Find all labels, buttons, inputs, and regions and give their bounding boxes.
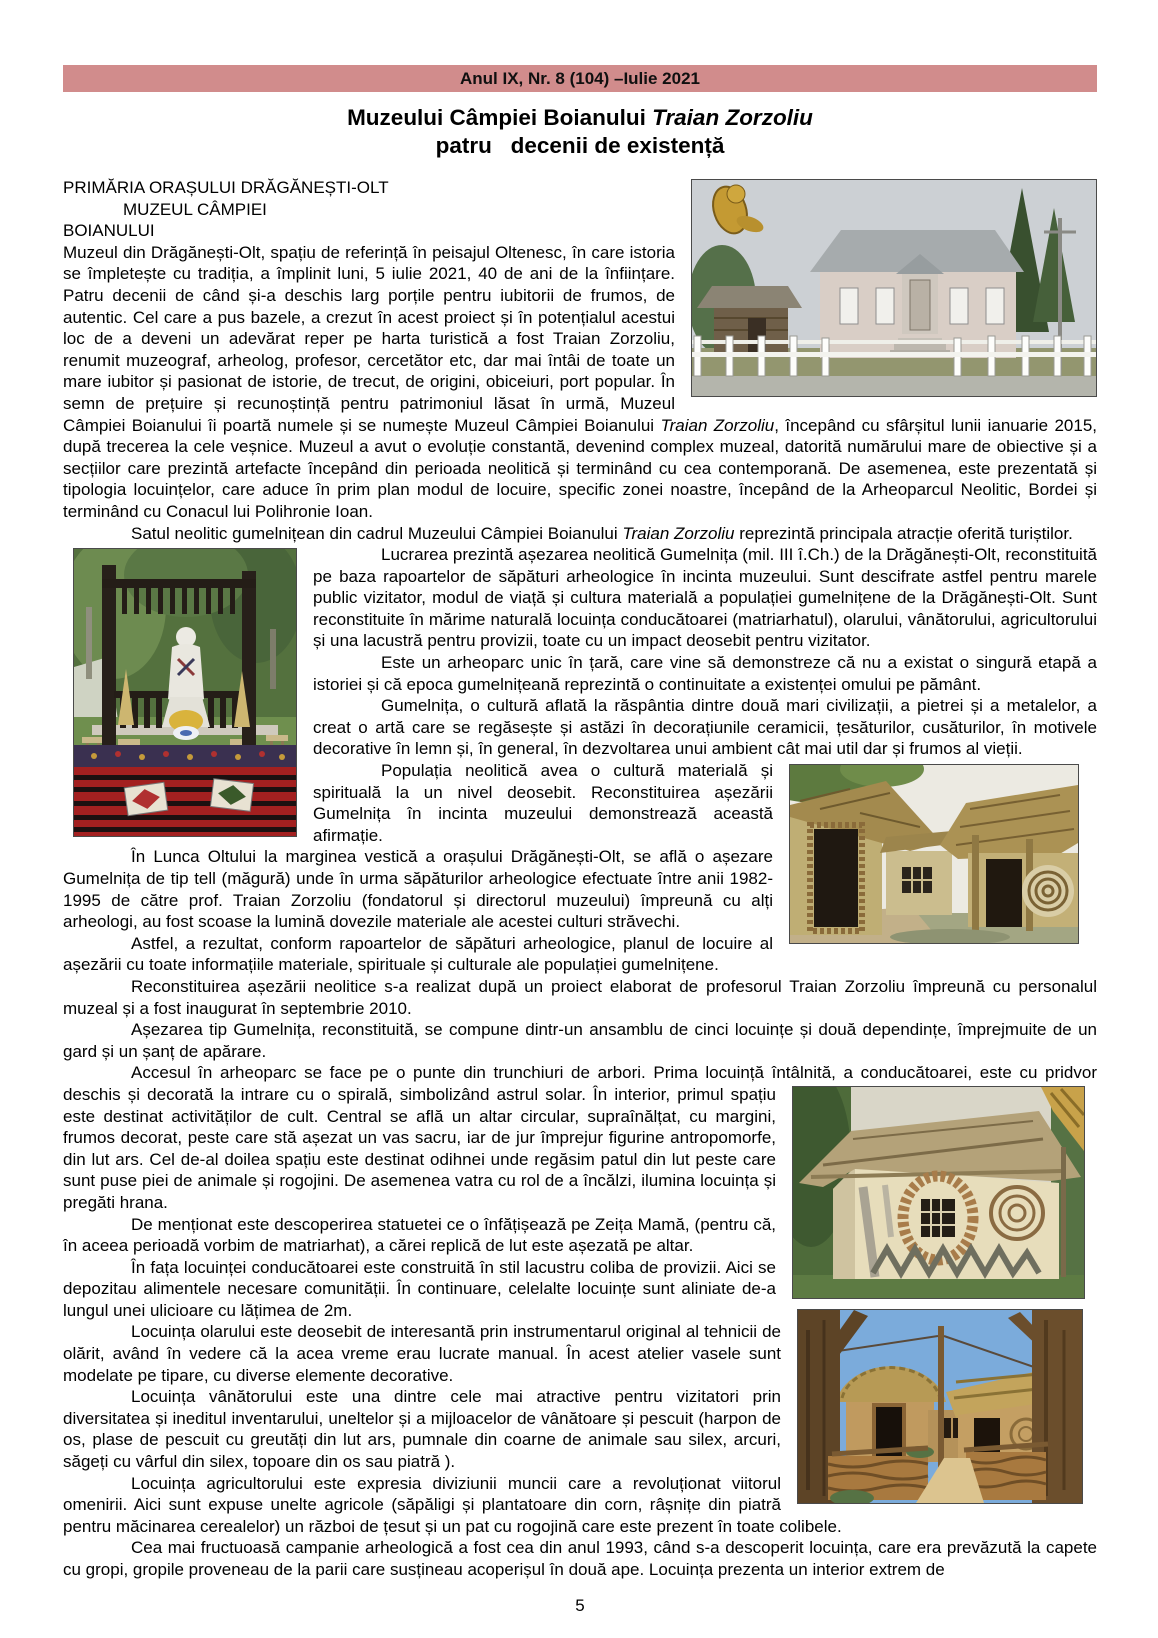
paragraph-15: Locuința vânătorului este una dintre cele mai atractive pentru vizitatori prin diversitatea și ineditul inventarului, uneltelor și a mijloacelor de vânătoare și pescuit (harpon de os, plase de pescuit cu greutăți din lut ars, pumnale din coarne de animale sau silex, arcuri, săgeți cu vârful din silex, topoare din os sau piatră ).: [63, 1387, 781, 1472]
paragraph-12: De menționat este descoperirea statuetei ce o înfățișează pe Zeița Mamă, (pentru că, în aceea perioadă vorbim de matriarhat), a cărei replică de lut este așezată pe altar.: [63, 1214, 776, 1256]
neolithic-huts-photo: [789, 764, 1079, 944]
huts-photo-graphic: [790, 765, 1078, 943]
museum-photo-title-1: MUZEUL CÂMPIEI: [123, 199, 267, 219]
decorated-house-photo: [792, 1086, 1085, 1299]
paragraph-2: Satul neolitic gumelnițean din cadrul Muzeului Câmpiei Boianului Traian Zorzoliu reprezintă principala atracție oferită turiștilor.: [63, 523, 1097, 545]
village-reconstruction-photo: [797, 1309, 1083, 1504]
paragraph-13: În fața locuinței conducătoarei este construită în stil lacustru coliba de provizii. Aici se depozitau alimentele necesare comunității. În continuare, celelalte locuințe sunt aliniate de-a lungul unei ulicioare cu lățimea de 2m.: [63, 1257, 776, 1320]
museum-building-photo: [691, 179, 1097, 397]
title-line2: patru decenii de existență: [435, 133, 725, 158]
paragraph-14: Locuința olarului este deosebit de interesantă prin instrumentarul original al tehnicii de olărit, având în vedere că la acea vreme erau lucrate manual. În acest atelier vasele sunt modelate pe tipare, cu diverse elemente decorative.: [63, 1322, 781, 1385]
paragraph-9: Reconstituirea așezării neolitice s-a realizat după un proiect elaborat de profesorul Traian Zorzoliu împreună cu personalul muzeal și a fost inaugurat în septembrie 2010.: [63, 976, 1097, 1018]
garden-monument-photo: [73, 548, 297, 837]
paragraph-3: Lucrarea prezintă așezarea neolitică Gumelnița (mil. III î.Ch.) de la Drăgănești-Olt, reconstituită pe baza rapoartelor de săpături arheologice în incinta muzeului. Sunt descifrate astfel pentru marele public vizitator, modul de viață și cultura materială a populației gumelnițene de la Drăgănești-Olt. Sunt reconstituite în mărime naturală locuința conducătoarei (matriarhatul), olarului, vânătorului, agricultorului și una lacustră pentru provizii, toate cu un impact deosebit pentru vizitator.: [313, 545, 1097, 651]
museum-photo-title-2: BOIANULUI: [63, 221, 155, 241]
paragraph-17: Cea mai fructuoasă campanie arheologică a fost cea din anul 1993, când s-a descoperit locuința, care era prevăzută la capete cu gropi, gropile proveneau de la parii care susțineau acoperișul în două ape. Locuința prezenta un interior extrem de: [63, 1538, 1097, 1579]
paragraph-7: În Lunca Oltului la marginea vestică a orașului Drăgănești-Olt, se află o așezare Gumelnița de tip tell (măgură) unde în urma săpăturilor arheologice efectuate între anii 1982-1995 de către prof. Traian Zorzoliu (fondatorul și directorul muzeului) împreună cu alți arheologi, au fost scoase la lumină dovezile materiale ale acestei culturi străvechi.: [63, 847, 773, 932]
museum-photo-overline: PRIMĂRIA ORAȘULUI DRĂGĂNEȘTI-OLT: [63, 178, 389, 197]
title-line1-italic: Traian Zorzoliu: [652, 105, 813, 130]
paragraph-6: Populația neolitică avea o cultură materială și spirituală la un nivel deosebit. Reconstituirea așezării Gumelnița în incinta muzeului demonstrează această afirmație.: [63, 760, 1097, 846]
garden-photo-graphic: [74, 549, 296, 836]
page-number: 5: [575, 1595, 585, 1615]
decorated-house-graphic: [793, 1087, 1084, 1298]
paragraph-8: Astfel, a rezultat, conform rapoartelor de săpături arheologice, planul de locuire al așezării cu toate informațiile materiale, spirituale și culturale ale populației gumelnițene.: [63, 933, 773, 975]
paragraph-5: Gumelnița, o cultură aflată la răspântia dintre două mari civilizații, a pietrei și a metalelor, a creat o artă care se regăsește și astăzi în decorațiunile ceramicii, țesăturilor, cusăturilor, în motivele decorative în lemn și, în general, în dezvoltarea unui ambient cât mai util dar și frumos al vieții.: [313, 696, 1097, 759]
paragraph-4: Este un arheoparc unic în țară, care vine să demonstreze că nu a existat o singură etapă a istoriei și că epoca gumelnițeană reprezintă o continuitate a existenței omului pe pământ.: [313, 653, 1097, 694]
issue-line: Anul IX, Nr. 8 (104) –Iulie 2021: [460, 69, 700, 88]
paragraph-16: Locuința agricultorului este expresia diviziunii muncii care a revoluționat viitorul omenirii. Aici sunt expuse unelte agricole (săpăligi și plantatoare din corn, râșnițe din piatră pentru măcinarea cerealelor) un război de țesut și un pat cu rogojină care este prezent în toate colibele.: [63, 1473, 842, 1536]
paragraph-10: Așezarea tip Gumelnița, reconstituită, se compune dintr-un ansamblu de cinci locuințe și două dependințe, împrejmuite de un gard și un șanț de apărare.: [63, 1020, 1097, 1061]
title-line1: Muzeului Câmpiei Boianului Traian Zorzoliu: [347, 105, 813, 130]
paragraph-11: Accesul în arheoparc se face pe o punte din trunchiuri de arbori. Prima locuință întâlnită, a conducătoarei, este cu pridvor deschis și decorată la intrare cu o spirală, simbolizând astrul solar. În interior, primul spațiu este destinat activităților de cult. Central se află un altar circular, supraînălțat, cu margini, frumos decorat, peste care stă așezat un vas sacru, iar de jur împrejur figurine antropomorfe, din lut ars. Cel de-al doilea spațiu este destinat odihnei unde regăsim patul din lut peste care sunt puse piei de animale și rogojini. De asemenea vatra cu rol de a încălzi, ilumina locuința și pregăti hrana.: [63, 1062, 1097, 1213]
museum-photo-graphic: [692, 180, 1096, 396]
issue-banner: [63, 65, 1097, 92]
article-title: [63, 104, 1097, 160]
article-body: PRIMĂRIA ORAȘULUI DRĂGĂNEȘTI-OLT MUZEUL CÂMPIEI BOIANULUI Muzeul din Drăgănești-Olt, spațiu de referință în peisajul Oltenesc, în care istoria se împletește cu tradiția, a împlinit luni, 5 iulie 2021, 40 de ani de la înființare. Patru decenii de când și-a deschis larg porțile pentru iubitorii de frumos, de autentic. Cel care a pus bazele, a crezut în acest proiect și în potențialul acestui loc de a deveni un adevărat reper pe harta turistică a fost Traian Zorzoliu, renumit muzeograf, arheolog, profesor, cercetător etc, dar mai întâi de toate un mare iubitor și pasionat de istorie, de trecut, de origini, obiceiuri, port popular. În semn de prețuire și recunoștință pentru patrimoniul lăsat în urmă, Muzeul Câmpiei Boianului îi poartă numele și se numește Muzeul Câmpiei Boianului Traian Zorzoliu, începând cu sfârșitul lunii ianuarie 2015, după trecerea la cele veșnice. Muzeul a avut o evoluție constantă, devenind complex muzeal, datorită numărului mare de obiective și a secțiilor care prezintă artefacte începând din perioada neolitică și terminând cu cea contemporană. De asemenea, este prezentată și tipologia locuințelor, care aduce în prim plan modul de locuire, specific zonei noastre, începând de la Arheoparcul Neolitic, Bordei și terminând cu Conacul lui Polihronie Ioan. Satul neolitic gumelnițean din cadrul Muzeului Câmpiei Boianului Traian Zorzoliu reprezintă principala atracție oferită turiștilor. Lucrarea prezintă așezarea neolitică Gumelnița (mil. III î.Ch.) de la Drăgănești-Olt, reconstituită pe baza rapoartelor de săpături arheologice în incinta muzeului. Sunt descifrate astfel pentru marele public vizitator, modul de viață și cultura materială a populației gumelnițene de la Drăgănești-Olt. Sunt reconstituite în mărime naturală locuința conducătoarei (matriarhatul), olarului, vânătorului, agricultorului și una lacustră pentru provizii, toate cu un impact deosebit pentru vizitator. Este un arheoparc unic în țară, care vine să demonstreze că nu a existat o singură etapă a istoriei și că epoca gumelnițeană reprezintă o continuitate a existenței omului pe pământ. Gumelnița, o cultură aflată la răspântia dintre două mari civilizații, a pietrei și a metalelor, a creat o artă care se regăsește și astăzi în decorațiunile ceramicii, țesăturilor, cusăturilor, în motivele decorative în lemn și, în general, în dezvoltarea unui ambient cât mai util dar și frumos al vieții. Populația neolitică avea o cultură materială și spirituală la un nivel deosebit. Reconstituirea așezării Gumelnița în incinta muzeului demonstrează această afirmație. În Lunca Oltului la marginea vestică a orașului Drăgănești-Olt, se află o așezare Gumelnița de tip tell (măgură) unde în urma săpăturilor arheologice efectuate între anii 1982-1995 de către prof. Traian Zorzoliu (fondatorul și directorul muzeului) împreună cu alți arheologi, au fost scoase la lumină dovezile materiale ale acestei culturi străvechi. Astfel, a rezultat, conform rapoartelor de săpături arheologice, planul de locuire al așezării cu toate informațiile materiale, spirituale și culturale ale populației gumelnițene. Reconstituirea așezării neolitice s-a realizat după un proiect elaborat de profesorul Traian Zorzoliu împreună cu personalul muzeal și a fost inaugurat în septembrie 2010. Așezarea tip Gumelnița, reconstituită, se compune dintr-un ansamblu de cinci locuințe și două dependințe, împrejmuite de un gard și un șanț de apărare. Accesul în arheoparc se face pe o punte din trunchiuri de arbori. Prima locuință întâlnită, a conducătoarei, este cu pridvor deschis și decorată la intrare cu o spirală, simbolizând astrul solar. În interior, primul spațiu este destinat activităților de cult. Central se află un altar circular, supraînălțat, cu margini, frumos decorat, peste care stă așezat un vas sacru, iar de jur împrejur figurine antropomorfe, din lut ars. Cel de-al doilea spațiu este destinat odihnei unde regăsim patul din lut peste care sunt puse piei de animale și rogojini. De asemenea vatra cu rol de a încălzi, ilumina locuința și pregăti hrana. De menționat este descoperirea statuetei ce o înfățișează pe Zeița Mamă, (pentru că, în aceea perioadă vorbim de matriarhat), a cărei replică de lut este așezată pe altar. În fața locuinței conducătoarei este construită în stil lacustru coliba de provizii. Aici se depozitau alimentele necesare comunității. În continuare, celelalte locuințe sunt aliniate de-a lungul unei ulicioare cu lățimea de 2m. Locuința olarului este deosebit de interesantă prin instrumentarul original al tehnicii de olărit, având în vedere că la acea vreme erau lucrate manual. În acest atelier vasele sunt modelate pe tipare, cu diverse elemente decorative. Locuința vânătorului este una dintre cele mai atractive pentru vizitatori prin diversitatea și ineditul inventarului, uneltelor și a mijloacelor de vânătoare și pescuit (harpon de os, plase de pescuit cu greutăți din lut ars, pumnale din coarne de animale sau silex, arcuri, săgeți cu vârful din silex, topoare din os sau piatră ). Locuința agricultorului este expresia diviziunii muncii care a revoluționat viitorul omenirii. Aici sunt expuse unelte agricole (săpăligi și plantatoare din corn, râșnițe din piatră pentru măcinarea cerealelor) un război de țesut și un pat cu rogojină care este prezent în toate colibele. Cea mai fructuoasă campanie arheologică a fost cea din anul 1993, când s-a descoperit locuința, care era prevăzută la capete cu gropi, gropile proveneau de la parii care susțineau acoperișul în două ape. Locuința prezenta un interior extrem de 5: [63, 178, 1097, 1615]
village-photo-graphic: [798, 1310, 1082, 1503]
